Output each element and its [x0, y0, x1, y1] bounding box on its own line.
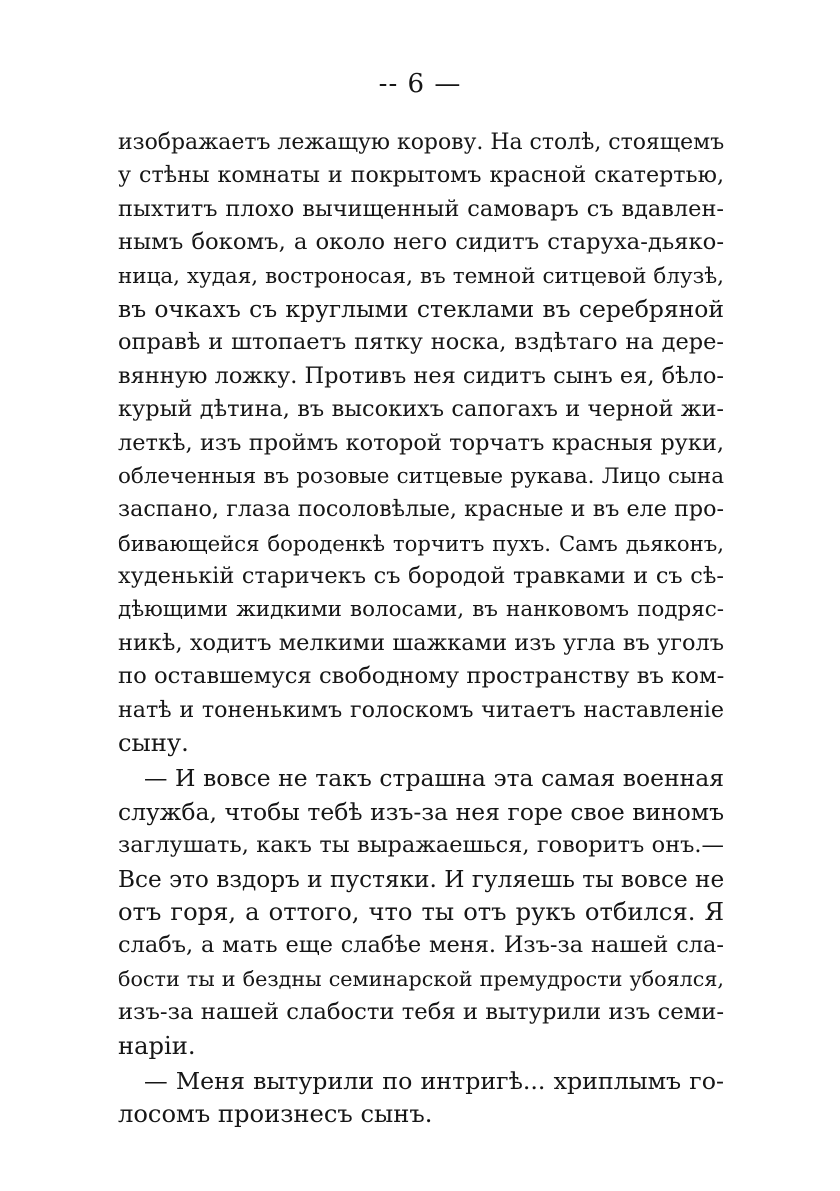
paragraph	[118, 1065, 724, 1132]
text-line: бости ты и бездны семинарской премудрости убоялся,	[118, 966, 724, 991]
paragraph	[118, 126, 724, 760]
text-line: леткѣ, изъ проймъ которой торчатъ красныя руки,	[118, 429, 724, 456]
paragraph	[118, 762, 724, 1063]
text-line: лосомъ произнесъ сынъ.	[118, 1100, 433, 1129]
body-text	[118, 126, 724, 1132]
text-line: нымъ бокомъ, а около него сидитъ старуха-дьяко-	[118, 229, 724, 256]
text-line: служба, чтобы тебѣ изъ-за нея горе свое виномъ	[118, 797, 724, 826]
text-line: Все это вздоръ и пустяки. И гуляешь ты вовсе не	[118, 865, 725, 893]
text-line: у стѣны комнаты и покрытомъ красной скатертью,	[118, 162, 724, 189]
text-line: ница, худая, востроносая, въ темной ситцевой блузѣ,	[118, 263, 724, 289]
text-line: отъ горя, а оттого, что ты отъ рукъ отбился. Я	[118, 897, 724, 926]
text-line: изображаетъ лежащую корову. На столѣ, стоящемъ	[118, 130, 725, 155]
text-line: курый дѣтина, въ высокихъ сапогахъ и черной жи-	[118, 396, 724, 423]
text-line: дѣющими жидкими волосами, въ нанковомъ подряс-	[118, 597, 724, 623]
text-line: — И вовсе не такъ страшна эта самая военная	[144, 764, 724, 793]
text-line: облеченныя въ розовые ситцевые рукава. Лицо сына	[118, 463, 724, 489]
text-line: никѣ, ходитъ мелкими шажками изъ угла въ уголъ	[118, 629, 724, 656]
text-line: слабъ, а мать еще слабѣе меня. Изъ-за нашей сла-	[118, 932, 724, 959]
text-line: заспано, глаза посоловѣлые, красные и въ еле про-	[118, 496, 724, 523]
text-line: — Меня вытурили по интригѣ... хриплымъ го-	[144, 1066, 724, 1095]
text-line: въ очкахъ съ круглыми стеклами въ серебряной	[118, 294, 724, 323]
text-line: бивающейся бороденкѣ торчитъ пухъ. Самъ дьяконъ,	[118, 530, 724, 556]
text-line: натѣ и тоненькимъ голоскомъ читаетъ наставленіе	[118, 696, 724, 723]
page-number: -- 6 —	[378, 69, 462, 99]
text-line: изъ-за нашей слабости тебя и вытурили изъ семи-	[118, 999, 725, 1026]
text-line: оправѣ и штопаетъ пятку носка, вздѣтаго на дере-	[118, 329, 724, 356]
text-line: вянную ложку. Противъ нея сидитъ сынъ ея, бѣло-	[118, 362, 724, 389]
text-line: заглушать, какъ ты выражаешься, говоритъ онъ.—	[118, 832, 724, 859]
text-line: пыхтитъ плохо вычищенный самоваръ съ вдавлен-	[118, 195, 724, 222]
text-line: худенькій старичекъ съ бородой травками и съ сѣ-	[118, 563, 724, 590]
text-line: по оставшемуся свободному пространству въ ком-	[118, 663, 725, 690]
text-line: наріи.	[118, 1031, 196, 1060]
text-line: сыну.	[118, 729, 189, 758]
